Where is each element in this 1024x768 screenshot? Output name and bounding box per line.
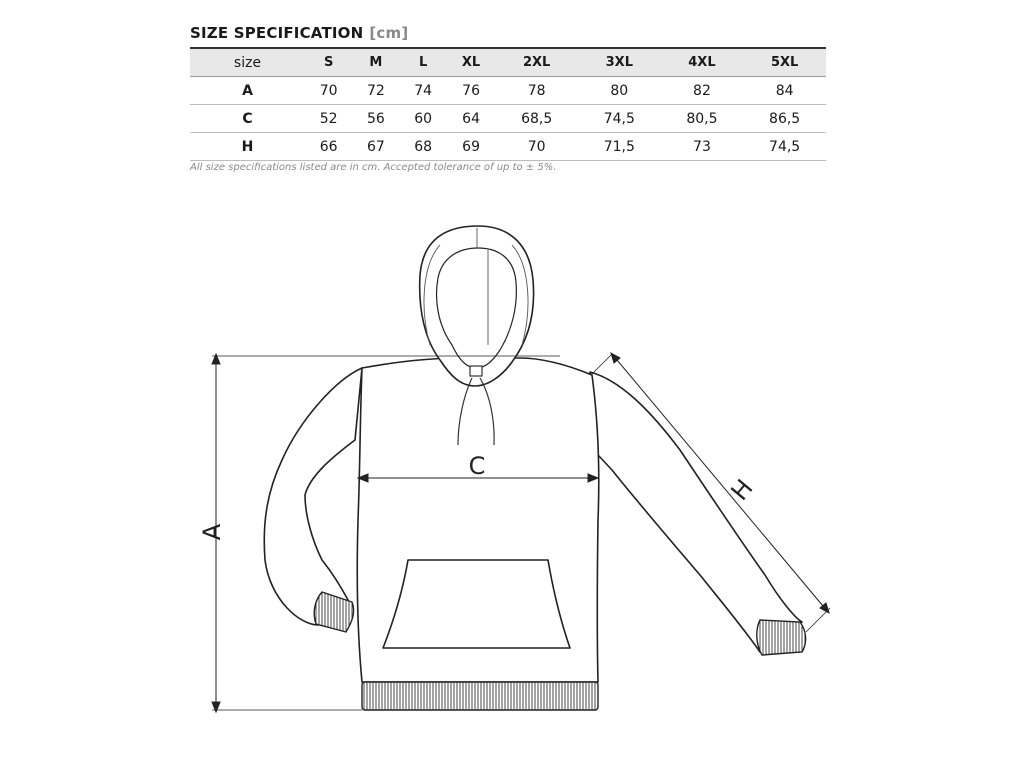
table-cell: 66 bbox=[319, 138, 338, 155]
table-cell: 82 bbox=[693, 82, 711, 99]
table-cell: 80,5 bbox=[686, 110, 718, 127]
size-header-cell: L bbox=[419, 55, 428, 70]
size-header-cell: M bbox=[369, 55, 383, 70]
dim-a-arrow-bottom bbox=[212, 702, 220, 712]
table-cell: 78 bbox=[527, 82, 546, 99]
dim-h-start-ext bbox=[592, 354, 612, 374]
table-cell: 70 bbox=[319, 82, 338, 99]
table-cell: 52 bbox=[319, 110, 338, 127]
row-label: H bbox=[241, 138, 254, 155]
row-label: A bbox=[242, 82, 253, 99]
spec-title-unit: [cm] bbox=[369, 24, 409, 42]
size-header-label: size bbox=[233, 54, 262, 71]
dim-a-arrow-top bbox=[212, 354, 220, 364]
right-sleeve bbox=[590, 372, 802, 652]
row-label: C bbox=[242, 110, 253, 127]
table-cell: 68 bbox=[414, 138, 433, 155]
kangaroo-pocket bbox=[383, 560, 570, 648]
table-cell: 74,5 bbox=[603, 110, 635, 127]
table-cell: 68,5 bbox=[521, 110, 553, 127]
table-cell: 73 bbox=[693, 138, 711, 155]
table-cell: 60 bbox=[414, 110, 433, 127]
waistband bbox=[362, 682, 598, 710]
table-cell: 71,5 bbox=[603, 138, 635, 155]
table-cell: 70 bbox=[527, 138, 546, 155]
table-cell: 67 bbox=[366, 138, 385, 155]
tolerance-note: All size specifications listed are in cm. Accepted tolerance of up to ± 5%. bbox=[190, 162, 557, 173]
dim-label-a: A bbox=[198, 523, 226, 541]
size-header-cell: XL bbox=[461, 55, 481, 70]
table-cell: 80 bbox=[610, 82, 629, 99]
table-cell: 74 bbox=[414, 82, 433, 99]
table-cell: 69 bbox=[462, 138, 480, 155]
dim-label-c: C bbox=[468, 452, 486, 480]
size-header-cell: S bbox=[323, 55, 334, 70]
right-cuff bbox=[757, 620, 806, 655]
size-header-cell: 4XL bbox=[688, 55, 716, 70]
size-header-cell: 5XL bbox=[770, 55, 799, 70]
table-cell: 64 bbox=[462, 110, 480, 127]
left-sleeve bbox=[264, 368, 362, 625]
table-cell: 74,5 bbox=[769, 138, 801, 155]
size-header-cell: 2XL bbox=[522, 55, 551, 70]
neck-label bbox=[470, 366, 482, 376]
spec-title-text: SIZE SPECIFICATION bbox=[190, 24, 364, 42]
table-cell: 76 bbox=[462, 82, 480, 99]
table-cell: 56 bbox=[366, 110, 385, 127]
table-cell: 72 bbox=[366, 82, 385, 99]
dim-label-h: H bbox=[725, 474, 759, 506]
table-cell: 86,5 bbox=[769, 110, 801, 127]
table-cell: 84 bbox=[775, 82, 794, 99]
size-header-cell: 3XL bbox=[605, 55, 633, 70]
